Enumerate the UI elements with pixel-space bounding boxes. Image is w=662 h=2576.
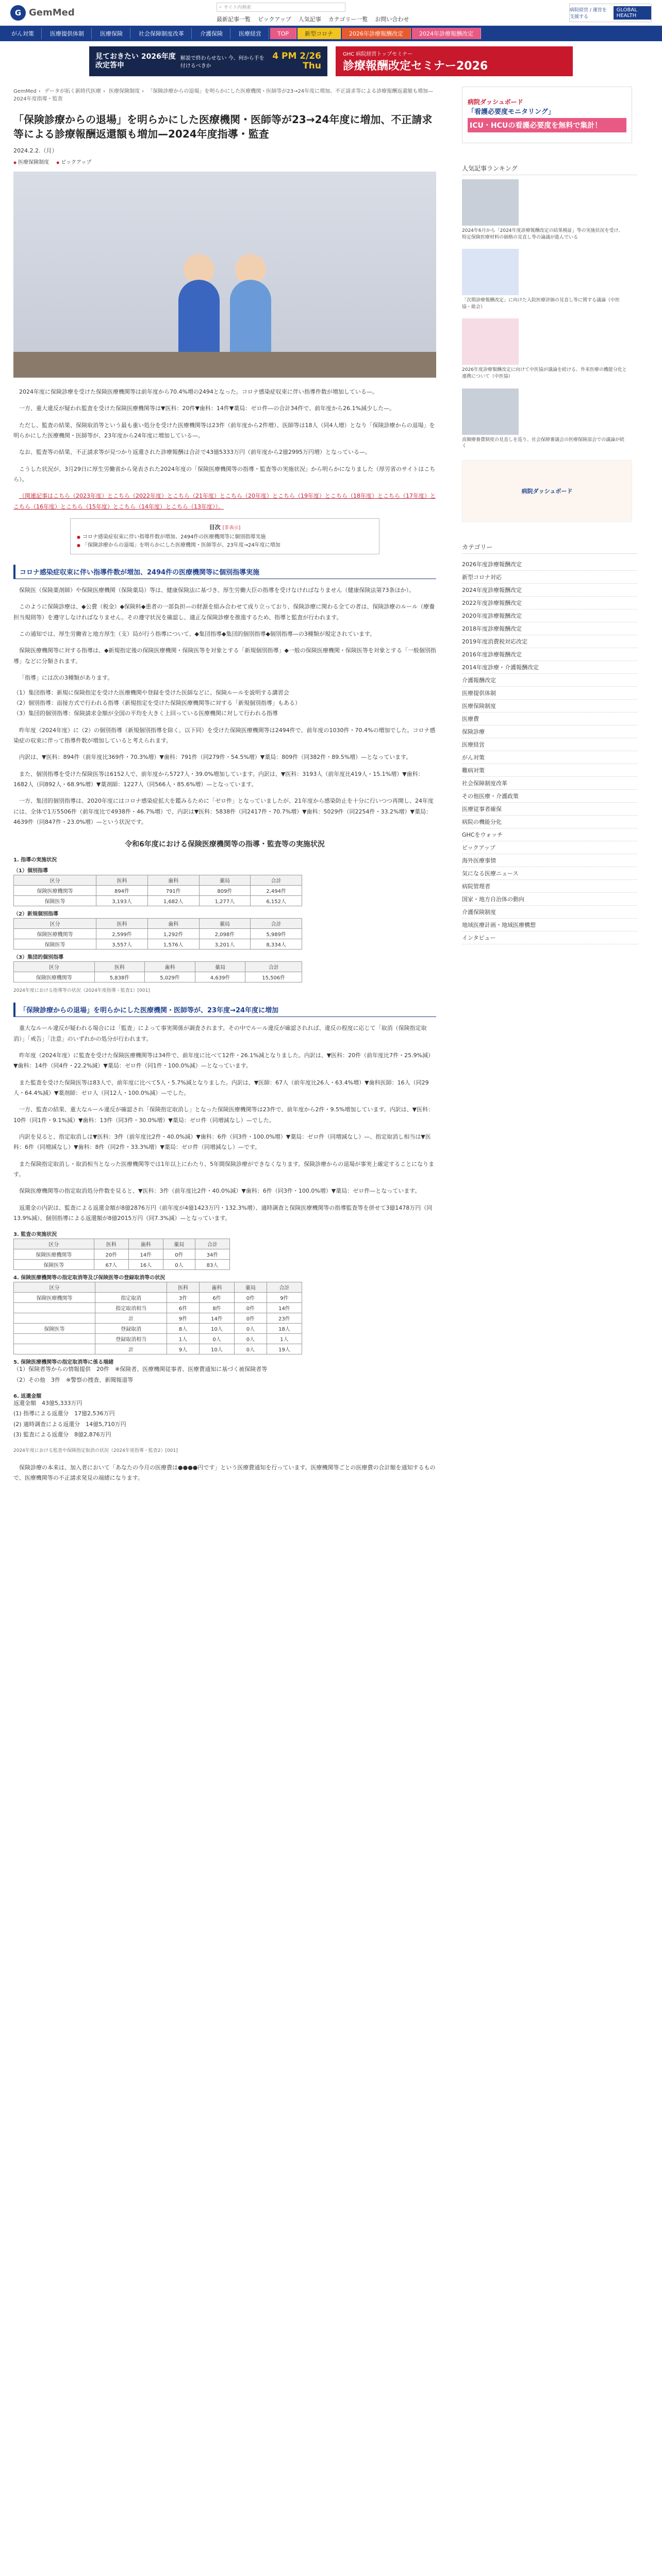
hero-desk <box>13 352 436 378</box>
table-row <box>14 1313 302 1324</box>
table-cell: 809件 <box>199 886 251 896</box>
table-cell: 3件 <box>167 1293 200 1303</box>
sidebar <box>457 81 637 1489</box>
audit-table <box>13 1239 230 1270</box>
main-nav <box>0 26 662 41</box>
nav-item-care-system[interactable]: 医療提供体制 <box>43 28 92 39</box>
ad2-main: 診療報酬改定セミナー2026 <box>343 60 488 73</box>
paragraph: 一方、監査の結果、重大なルール違反が確認され「保険指定取消し」となった保険医療機関等は23件で、前年度から2件・9.5%増加しています。内訳は、▼医科：10件（同1件・9.1%減）▼歯科：13件（同3件・30.0%増）▼薬局：ゼロ件（同増減なし）—でした。 <box>13 1106 434 1124</box>
table-header: 医科 <box>96 919 148 929</box>
table-cell: 9件 <box>267 1293 302 1303</box>
table-header: 合計 <box>245 962 302 972</box>
table-header: 合計 <box>267 1282 302 1293</box>
revocation-table <box>13 1282 302 1354</box>
nav-item-2026-revision[interactable]: 2026年診療報酬改定 <box>342 28 411 39</box>
category-item[interactable]: 2018年度診療報酬改定 <box>462 622 637 635</box>
table-cell: 計 <box>95 1313 167 1324</box>
ad1-right: 4 PM 2/26 Thu <box>272 51 322 71</box>
paragraph: 保険医療機関等の指定取消処分件数を見ると、▼医科：3件（前年度比2件・40.0%減）▼歯科：6件（同3件・100.0%増）▼薬局：ゼロ件—となっています。 <box>19 1188 421 1195</box>
table-cell: 2,494件 <box>251 886 302 896</box>
ranking-title: 人気記事ランキング <box>462 164 637 175</box>
table-cell: 0件 <box>235 1303 267 1313</box>
category-item[interactable]: 医療提供体制 <box>462 687 637 700</box>
category-item[interactable]: 介護報酬改定 <box>462 674 637 687</box>
table-header: 合計 <box>251 875 302 886</box>
table-cell: 保険医等 <box>14 896 96 906</box>
table-cell <box>14 1313 95 1324</box>
table-cell: 保険医療機関等 <box>14 1249 94 1260</box>
table-cell: 保険医療機関等 <box>14 929 96 939</box>
ranking-item[interactable] <box>462 249 627 310</box>
table-cell: 6件 <box>167 1303 200 1313</box>
hero-figure-body <box>178 280 220 357</box>
table-label: （2）新規個別指導 <box>13 911 58 918</box>
paragraph: 内訳は、▼医科：894件（前年度比369件・70.3%増）▼歯科：791件（同279件・54.5%増）▼薬局：809件（同382件・89.5%増）—となっています。 <box>19 754 412 761</box>
section-heading: コロナ感染症収束に伴い指導件数が増加、2494件の医療機関等に個別指導実施 <box>13 565 436 579</box>
table-row <box>14 1293 302 1303</box>
table-row <box>14 939 302 950</box>
table-cell: 18人 <box>267 1324 302 1334</box>
list-item: (2) 適時調査による返還分 14億5,710万円 <box>13 1420 126 1428</box>
table-cell <box>14 1303 95 1313</box>
table-cell: 14件 <box>267 1303 302 1313</box>
category-item[interactable]: 難病対策 <box>462 764 637 777</box>
category-item[interactable]: GHCをウォッチ <box>462 828 637 841</box>
section-heading: 「保険診療からの退場」を明らかにした医療機関・医師等が、23年度→24年度に増加 <box>13 1003 436 1017</box>
table-header: 医科 <box>96 875 148 886</box>
table-header: 医科 <box>167 1282 200 1293</box>
paragraph: 保険医療機関等に対する指導は、◆新規指定後の保険医療機関・保険医等を対象とする「新規個別指導」◆一般の保険医療機関・保険医等を対象とする「一般個別指導」などに分類されます。 <box>13 647 436 665</box>
individual-guidance-table <box>13 875 302 906</box>
toc-list <box>77 533 373 550</box>
table-header: 区分 <box>14 919 96 929</box>
category-item[interactable]: 医療従事者確保 <box>462 803 637 816</box>
paragraph: 重大なルール違反が疑われる場合には「監査」によって事実関係が調査されます。その中でルール違反が確認されれば、違反の程度に応じて「取消（保険指定取消）」「戒告」「注意」のいずれかの処分が行われます。 <box>13 1025 427 1042</box>
category-item[interactable]: 2014年度診療・介護報酬改定 <box>462 661 637 674</box>
ranking-text: 2026年度診療報酬改定に向けて中医協が議論を続ける、外来医療の機能分化と連携について（中医協） <box>462 367 627 379</box>
table-header: 区分 <box>14 1239 94 1249</box>
table-cell: 0人 <box>235 1324 267 1334</box>
hero-image <box>13 172 436 378</box>
breadcrumb-item[interactable]: データが拓く新時代医療 <box>44 89 101 94</box>
table-cell: 19人 <box>267 1344 302 1354</box>
table-header-row <box>14 962 302 972</box>
table-cell: 14件 <box>199 1313 234 1324</box>
table-cell: 登録取消相当 <box>95 1334 167 1344</box>
paragraph: こうした状況が、3月29日に厚生労働省から発表された2024年度の「保険医療機関等の指導・監査等の実施状況」から明らかになりました（厚労省のサイトはこちら）。 <box>13 465 436 483</box>
table-cell: 指定取消 <box>95 1293 167 1303</box>
table-label: 5. 保険医療機関等の指定取消等に係る端緒 <box>13 1360 114 1366</box>
table-cell: 34件 <box>195 1249 229 1260</box>
table-cell: 保険医等 <box>14 939 96 950</box>
new-guidance-table <box>13 918 302 950</box>
site-logo[interactable] <box>10 5 134 21</box>
table-heading: 1. 指導の実施状況 <box>13 857 57 863</box>
table-header-row <box>14 919 302 929</box>
sidebar-ad-line2: 「看護必要度モニタリング」 <box>468 108 555 116</box>
table-header: 医科 <box>94 962 145 972</box>
table-label: 3. 監査の実施状況 <box>13 1232 57 1238</box>
table-cell: 2,599件 <box>96 929 148 939</box>
top-link-pickup[interactable]: ピックアップ <box>258 15 291 23</box>
category-item[interactable]: 2024年度診療報酬改定 <box>462 584 637 597</box>
category-item[interactable]: 医療保険制度 <box>462 700 637 713</box>
table-cell: 1,292件 <box>147 929 199 939</box>
table-cell: 83人 <box>195 1260 229 1270</box>
category-item[interactable]: 2019年度消費税対応改定 <box>462 635 637 648</box>
top-link-latest[interactable]: 最新記事一覧 <box>217 15 251 23</box>
paragraph: 一方、重大違反が疑われ監査を受けた保険医療機関等は▼医科：20件▼歯科：14件▼薬局：ゼロ件—の合計34件で、前年度から26.1%減少した—。 <box>19 405 395 412</box>
article-tags <box>13 158 436 165</box>
breadcrumb-item[interactable]: GemMed <box>13 89 37 94</box>
table-row <box>14 1260 230 1270</box>
table-header: 薬局 <box>163 1239 195 1249</box>
table-cell: 1,576人 <box>147 939 199 950</box>
table-cell: 10人 <box>199 1324 234 1334</box>
search-placeholder: サイト内検索 <box>224 5 252 10</box>
table-cell: 14件 <box>128 1249 163 1260</box>
list-item: （2）その他 3件 ※警察の捜査、新聞報道等 <box>13 1376 134 1383</box>
category-item[interactable]: 病院管理者 <box>462 880 637 893</box>
table-cell: 9人 <box>167 1344 200 1354</box>
sidebar-ad-2-text: 病院ダッシュボード <box>521 487 573 495</box>
top-link-popular[interactable]: 人気記事 <box>298 15 321 23</box>
table-row <box>14 1334 302 1344</box>
toc-toggle[interactable]: [非表示] <box>222 525 241 531</box>
paragraph: 2024年度に保険診療を受けた保険医療機関等は前年度から70.4%増の2494となった。コロナ感染症収束に伴い指導件数が増加している—。 <box>19 388 378 395</box>
list-item: 返還金額 43億5,333万円 <box>13 1400 82 1407</box>
category-item[interactable]: 介護保険制度 <box>462 906 637 919</box>
table-cell: 894件 <box>96 886 148 896</box>
ranking-item[interactable] <box>462 318 627 380</box>
table-cell: 67人 <box>94 1260 128 1270</box>
category-item[interactable]: 社会保障制度改革 <box>462 777 637 790</box>
table-cell: 2,098件 <box>199 929 251 939</box>
table-cell: 5,838件 <box>94 972 145 982</box>
table-cell: 16人 <box>128 1260 163 1270</box>
ranking-text: 2024年6月から「2024年度診療報酬改定の結果検証」等の実施状況を受け、特定保険医療材料の価格の見直し等の論議が進んでいる <box>462 228 623 240</box>
paragraph: また保険指定取消し・取消相当となった医療機関等では1年以上にわたり、5年間保険診療ができなくなります。保険診療からの退場が事実上確定することになります。 <box>13 1160 435 1178</box>
list-item: (1) 指導による返還分 17億2,536万円 <box>13 1410 115 1417</box>
table-cell: 0件 <box>163 1249 195 1260</box>
category-item[interactable]: 医療経営 <box>462 738 637 751</box>
table-row <box>14 1324 302 1334</box>
breadcrumb: GemMed › データが拓く新時代医療 › 医療保険制度 › 「保険診療からの退場」を明らかにした医療機関・医師等が23→24年度に増加、不正請求等による診療報酬返還額も増加—2024年度指導・監査 <box>13 89 434 102</box>
table-row <box>14 896 302 906</box>
category-item[interactable]: 2020年度診療報酬改定 <box>462 609 637 622</box>
table-header <box>95 1282 167 1293</box>
table-header-row <box>14 875 302 886</box>
top-link-category[interactable]: カテゴリー一覧 <box>328 15 368 23</box>
table-header-row <box>14 1239 230 1249</box>
table-header-row <box>14 1282 302 1293</box>
table-cell: 保険医療機関等 <box>14 886 96 896</box>
ranking-thumbnail <box>462 249 519 295</box>
table-cell: 8,334人 <box>251 939 302 950</box>
table-cell: 0人 <box>199 1334 234 1344</box>
category-item[interactable]: 気になる医療ニュース <box>462 867 637 880</box>
table-header: 合計 <box>251 919 302 929</box>
ranking-text: 高額療養費制度の見直しを巡り、社会保障審議会の医療保険部会での議論が続く <box>462 437 625 449</box>
table-cell: 保険医等 <box>14 1260 94 1270</box>
category-item[interactable]: 医療費 <box>462 713 637 725</box>
nav-item-top[interactable]: TOP <box>270 28 296 39</box>
table-cell: 9件 <box>167 1313 200 1324</box>
top-links <box>217 15 569 23</box>
table-cell <box>14 1344 95 1354</box>
table-cell: 保険医療機関等 <box>14 972 95 982</box>
related-links[interactable]: （関連記事はこちら（2023年度）とこちら（2022年度）とこちら（21年度）とこちら（20年度）とこちら（19年度）とこちら（18年度）とこちら（17年度）とこちら（16年度）とこちら（15年度）とこちら（14年度）とこちら（13年度））。 <box>13 493 436 510</box>
table-header: 薬局 <box>199 875 251 886</box>
search-input[interactable] <box>217 3 345 12</box>
toc-title: 目次 <box>209 524 221 531</box>
table-header: 医科 <box>94 1239 128 1249</box>
table-cell: 保険医療機関等 <box>14 1293 95 1303</box>
table-cell: 計 <box>95 1344 167 1354</box>
table-header: 歯科 <box>199 1282 234 1293</box>
ranking-thumbnail <box>462 388 519 435</box>
table-header: 歯科 <box>147 919 199 929</box>
table-label: 4. 保険医療機関等の指定取消等及び保険医等の登録取消等の状況 <box>13 1275 166 1281</box>
related-links-paragraph <box>13 491 436 512</box>
hero-figure-body <box>230 280 271 357</box>
table-cell <box>14 1334 95 1344</box>
ad1-left: 見ておきたい 2026年度 改定答申 <box>95 53 176 70</box>
paragraph: なお、監査等の結果、不正請求等が見つかり返還された診療報酬は合計で43億5333万円（前年度から2億2995万円増）となっている—。 <box>19 449 371 456</box>
table-cell: 15,506件 <box>245 972 302 982</box>
category-item[interactable]: 保険診療 <box>462 725 637 738</box>
table-cell: 1,277人 <box>199 896 251 906</box>
ranking-item[interactable] <box>462 179 627 241</box>
table-cell: 4,639件 <box>195 972 245 982</box>
category-item[interactable]: 病院の機能分化 <box>462 816 637 828</box>
list-item: （2）個別指導：面接方式で行われる指導（新規指定を受けた保険医療機関等に対する「新規個別指導」もある） <box>13 699 301 706</box>
nav-item-management[interactable]: 医療経営 <box>231 28 269 39</box>
table-header: 薬局 <box>235 1282 267 1293</box>
paragraph: 「指導」には次の3種類があります。 <box>19 674 113 682</box>
nav-item-corona[interactable]: 新型コロナ <box>297 28 341 39</box>
nav-item-nursing-insurance[interactable]: 介護保険 <box>193 28 230 39</box>
toc-header <box>77 523 373 531</box>
site-header <box>0 0 662 26</box>
table-cell: 23件 <box>267 1313 302 1324</box>
paragraph: 保険医（保険薬剤師）や保険医療機関（保険薬局）等は、健康保険法に基づき、厚生労働大臣の指導を受けなければなりません（健康保険法第73条ほか）。 <box>19 587 415 594</box>
paragraph: 内訳を見ると、指定取消しは▼医科：3件（前年度比2件・40.0%減）▼歯科：6件（同3件・100.0%増）▼薬局：ゼロ件（同増減なし）—、指定取消し相当は▼医科：6件（同増減なし）▼歯科：8件（同2件・33.3%増）▼薬局：ゼロ件（同増減なし）—です。 <box>13 1133 431 1151</box>
seminar-ad-1[interactable] <box>89 46 327 76</box>
category-item[interactable]: 海外医療事情 <box>462 854 637 867</box>
ad2-top: GHC 病院経営トップセミナー <box>343 52 413 57</box>
search-icon: ⌕ <box>219 4 222 10</box>
seminar-ad-2[interactable] <box>336 46 573 76</box>
table-cell: 5,029件 <box>145 972 195 982</box>
trigger-list <box>13 1364 436 1385</box>
table-row <box>14 886 302 896</box>
table-cell: 20件 <box>94 1249 128 1260</box>
table-header: 歯科 <box>128 1239 163 1249</box>
sidebar-ad-line1: 病院ダッシュボード <box>468 98 523 106</box>
table-cell: 1,682人 <box>147 896 199 906</box>
article-date: 2024.2.2.（月） <box>13 147 58 154</box>
category-item[interactable]: 2022年度診療報酬改定 <box>462 597 637 609</box>
toc-item[interactable]: ● コロナ感染症収束に伴い指導件数が増加、2494件の医療機関等に個別指導実施 <box>77 533 373 541</box>
guidance-type-list <box>13 688 436 719</box>
paragraph: 昨年度（2024年度）に監査を受けた保険医療機関等は34件で、前年度に比べて12件・26.1%減となりました。内訳は、▼医科：20件（前年度比7件・25.9%減）▼歯科：14件（同4件・22.2%減）▼薬局：ゼロ件（同1件・100.0%減）—となっています。 <box>13 1052 434 1070</box>
nav-item-cancer[interactable]: がん対策 <box>4 28 42 39</box>
paragraph: このように保険診療は、◆公費（税金）◆保険料◆患者の一部負担—の財源を組み合わせて成り立っており、保険診療に関わる全ての者は、保険診療のルール（療養担当規則等）を遵守しなければなりません。その遵守状況を確認し、適正な保険診療を推進するため、指導と監査が行われます。 <box>13 603 435 621</box>
sidebar-ad[interactable] <box>462 87 632 143</box>
table-cell: 791件 <box>147 886 199 896</box>
top-link-contact[interactable]: お問い合わせ <box>375 15 409 23</box>
table-cell: 1人 <box>167 1334 200 1344</box>
table-cell: 3,201人 <box>199 939 251 950</box>
table-cell: 0人 <box>163 1260 195 1270</box>
table-label: （1）個別指導 <box>13 868 48 874</box>
table-cell: 0件 <box>235 1313 267 1324</box>
table-cell: 5,989件 <box>251 929 302 939</box>
table-header: 薬局 <box>199 919 251 929</box>
tag-item[interactable]: ◆ ピックアップ <box>56 158 91 165</box>
table-cell: 6件 <box>199 1293 234 1303</box>
header-banner[interactable] <box>569 4 652 22</box>
table-header: 区分 <box>14 962 95 972</box>
list-item: (3) 監査による返還分 8億2,876万円 <box>13 1431 111 1438</box>
breadcrumb-item[interactable]: 医療保険制度 <box>109 89 140 94</box>
table-row <box>14 1344 302 1354</box>
sidebar-ad-2[interactable] <box>462 460 632 522</box>
table-row <box>14 972 302 982</box>
table-header: 区分 <box>14 1282 95 1293</box>
table-header: 区分 <box>14 875 96 886</box>
logo-mark-icon: G <box>10 5 26 21</box>
figure-title: 令和6年度における保険医療機関等の指導・監査等の実施状況 <box>125 840 325 849</box>
paragraph: この通知では、厚生労働省と地方厚生（支）局が行う指導について、◆集団指導◆集団的個別指導◆個別指導—の3種類が規定されています。 <box>19 631 376 638</box>
nav-item-2024-revision[interactable]: 2024年診療報酬改定 <box>412 28 481 39</box>
breadcrumb-current: 「保険診療からの退場」を明らかにした医療機関・医師等が23→24年度に増加、不正請求等による診療報酬返還額も増加—2024年度指導・監査 <box>13 89 434 102</box>
ranking-thumbnail <box>462 179 519 226</box>
table-cell: 保険医等 <box>14 1324 95 1334</box>
table-row <box>14 1249 230 1260</box>
category-item[interactable]: 新型コロナ対応 <box>462 571 637 584</box>
table-cell: 10人 <box>199 1344 234 1354</box>
figure-caption: 2024年度における指導等の状況（2024年度指導・監査1）[001] <box>13 988 150 994</box>
ad-band <box>0 41 662 81</box>
refund-list <box>13 1398 436 1440</box>
table-cell: 0人 <box>235 1334 267 1344</box>
category-item[interactable]: インタビュー <box>462 931 637 944</box>
paragraph: ただし、監査の結果、保険取消等という最も重い処分を受けた医療機関等は23件（前年度から2件増）、医師等は18人（同4人増）となり「保険診療からの退場」を明らかにした医療機関・医師等が、23年度から24年度に増加している—。 <box>13 421 435 439</box>
nav-item-insurance[interactable]: 医療保険 <box>93 28 130 39</box>
list-item: （3）集団的個別指導：保険請求金額が全国の平均を大きく上回っている医療機関に対して行われる指導 <box>13 710 278 717</box>
paragraph: また監査を受けた保険医等は83人で、前年度に比べて5人・5.7%減となりました。内訳は、▼医師：67人（前年度比26人・63.4%増）▼歯科医師：16人（同29人・64.4%減）▼薬剤師：ゼロ人（同12人・100.0%減）—でした。 <box>13 1079 429 1096</box>
table-cell: 0件 <box>235 1293 267 1303</box>
ranking-thumbnail <box>462 318 519 365</box>
table-cell: 登録取消 <box>95 1324 167 1334</box>
paragraph: 保険診療の本来は、加入者において「あなたの今月の医療費は●●●●円です」という医療費通知を行っています。医療機関等ごとの医療費の合計額を通知するもので、医療機関等の不正請求発見の端緒になります。 <box>13 1464 436 1481</box>
list-item: （1）保険者等からの情報提供 20件 ※保険者、医療機関従事者、医療費通知に基づく被保険者等 <box>13 1366 268 1373</box>
table-label: 6. 返還金額 <box>13 1394 42 1400</box>
table-cell: 3,557人 <box>96 939 148 950</box>
paragraph: また、個別指導を受けた保険医等は6152人で、前年度から5727人・39.0%増加しています。内訳は、▼医科：3193人（前年度比419人・15.1%増）▼歯科：1682人（同892人・68.9%増）▼薬剤師：1227人（同566人・85.6%増）—となっています。 <box>13 770 424 788</box>
list-item: （1）集団指導：新規に保険指定を受けた医療機関や登録を受けた医師などに、保険ルールを説明する講習会 <box>13 689 289 696</box>
category-title: カテゴリー <box>462 543 637 554</box>
table-header: 歯科 <box>147 875 199 886</box>
category-item[interactable]: 地域医療計画・地域医療構想 <box>462 919 637 931</box>
table-header: 歯科 <box>145 962 195 972</box>
table-label: （3）集団的個別指導 <box>13 955 63 961</box>
category-item[interactable]: 2026年度診療報酬改定 <box>462 558 637 571</box>
table-header: 合計 <box>195 1239 229 1249</box>
table-cell: 1人 <box>267 1334 302 1344</box>
sidebar-ad-line3: ICU・HCUの看護必要度を無料で集計！ <box>468 118 626 132</box>
category-list <box>462 558 637 944</box>
tag-item[interactable]: ◆ 医療保険制度 <box>13 158 49 165</box>
paragraph: 昨年度（2024年度）に（2）の個別指導（新規個別指導を除く。以下同）を受けた保険医療機関等は2494件で、前年度の1030件・70.4%の増加でした。コロナ感染症の収束に伴って指導件数が増加していると考えられます。 <box>13 726 436 744</box>
table-cell: 0人 <box>235 1344 267 1354</box>
table-row <box>14 929 302 939</box>
category-item[interactable]: ピックアップ <box>462 841 637 854</box>
table-cell: 8件 <box>199 1303 234 1313</box>
ad1-mid: 解説で終わらせない 今、何から手を付けるべきか <box>180 56 264 69</box>
category-item[interactable]: 2016年度診療報酬改定 <box>462 648 637 661</box>
table-cell: 指定取消相当 <box>95 1303 167 1313</box>
nav-item-social-security[interactable]: 社会保障制度改革 <box>131 28 192 39</box>
table-cell: 8人 <box>167 1324 200 1334</box>
paragraph: 返還金の内訳は、監査による返還金額が8億2876万円（前年度が4億1423万円・132.3%増）、適時調査と保険医療機関等の指導監査等を併せて3億1478万円（同13.9%減）、個別指導による返還額が8億2015万円（同7.3%減）—となっています。 <box>13 1204 433 1222</box>
category-item[interactable]: 国家・地方自治体の動向 <box>462 893 637 906</box>
toc-item[interactable]: ● 「保険診療からの退場」を明らかにした医療機関・医師等が、23年度→24年度に増加 <box>77 541 373 550</box>
table-header: 薬局 <box>195 962 245 972</box>
article-main <box>13 81 436 1489</box>
paragraph: 一方、集団的個別指導は、2020年度にはコロナ感染症拡大を鑑みるために「ゼロ件」となっていましたが、21年度から感染防止を十分に行いつつ再開し、24年度には、全体で1万5506件（前年度比で4938件・46.7%増）で、内訳は▼医科：5838件（同2417件・70.7%増）▼歯科：5029件（同2254件・33.2%増）▼薬局：4639件（同847件・23.0%増）—という状況です。 <box>13 798 434 825</box>
table-cell: 3,193人 <box>96 896 148 906</box>
logo-text: GemMed <box>29 7 75 18</box>
ranking-item[interactable] <box>462 388 627 450</box>
table-row <box>14 1303 302 1313</box>
header-banner-brand: GLOBAL HEALTH <box>614 6 651 20</box>
category-item[interactable]: がん対策 <box>462 751 637 764</box>
ranking-text: 「次期診療報酬改定」に向けた入院医療評価の見直し等に関する議論（中医協・総会） <box>462 298 620 310</box>
category-item[interactable]: その他医療・介護政策 <box>462 790 637 803</box>
page-title: 「保険診療からの退場」を明らかにした医療機関・医師等が23→24年度に増加、不正請求等による診療報酬返還額も増加—2024年度指導・監査 <box>13 113 433 140</box>
table-cell: 6,152人 <box>251 896 302 906</box>
table-of-contents <box>70 518 379 554</box>
header-banner-text: 病院経営 / 運営を支援する <box>570 7 607 20</box>
figure-caption: 2024年度における監査や保険指定取消の状況（2024年度指導・監査2）[001] <box>13 1448 178 1453</box>
group-guidance-table <box>13 961 302 982</box>
